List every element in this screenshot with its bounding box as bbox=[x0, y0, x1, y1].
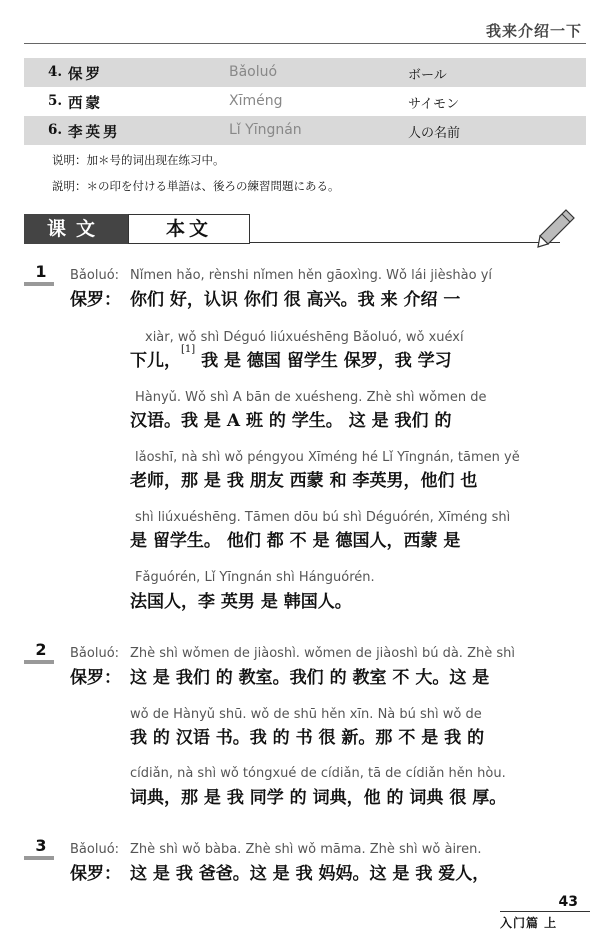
hanzi-line: 下儿，[1] 我 是 德国 留学生 保罗，我 学习 bbox=[130, 344, 452, 371]
hanzi-line: 是 留学生。 他们 都 不 是 德国人，西蒙 是 bbox=[130, 531, 461, 551]
footer-rule bbox=[500, 911, 590, 912]
speaker-name: 保罗： bbox=[70, 290, 121, 310]
dialogue-number-bar bbox=[24, 856, 54, 860]
vocab-hanzi: 保罗 bbox=[68, 66, 103, 83]
vocab-number: 6. bbox=[48, 122, 63, 138]
chapter-title: 我来介绍一下 bbox=[485, 22, 582, 40]
lesson-label-japanese: 本文 bbox=[128, 214, 250, 244]
speaker-pinyin: Bǎoluó: bbox=[70, 268, 120, 283]
pinyin-line: Zhè shì wǒ bàba. Zhè shì wǒ māma. Zhè shì wǒ àiren. bbox=[130, 842, 482, 857]
lesson-rule bbox=[250, 242, 560, 243]
dialogue-number: 2 bbox=[35, 640, 47, 659]
speaker-pinyin: Bǎoluó: bbox=[70, 842, 120, 857]
vocab-row bbox=[24, 116, 586, 145]
vocab-row bbox=[24, 58, 586, 87]
page-number: 43 bbox=[558, 894, 578, 910]
dialogue-number-bar bbox=[24, 660, 54, 664]
hanzi-line: 我 的 汉语 书。我 的 书 很 新。那 不 是 我 的 bbox=[130, 728, 485, 748]
vocab-japanese: 人の名前 bbox=[408, 126, 461, 141]
dialogue-number: 1 bbox=[35, 262, 47, 281]
vocab-japanese: サイモン bbox=[408, 97, 460, 112]
hanzi-line: 词典，那 是 我 同学 的 词典，他 的 词典 很 厚。 bbox=[130, 788, 507, 808]
pencil-icon bbox=[536, 208, 576, 248]
hanzi-line: 你们 好，认识 你们 很 高兴。我 来 介绍 一 bbox=[130, 290, 461, 310]
hanzi-line: 老师，那 是 我 朋友 西蒙 和 李英男，他们 也 bbox=[130, 471, 478, 491]
running-header bbox=[24, 14, 586, 44]
note-chinese: 说明：加＊号的词出现在练习中。 bbox=[52, 153, 225, 167]
speaker-pinyin: Bǎoluó: bbox=[70, 646, 120, 661]
pinyin-line: xiàr, wǒ shì Déguó liúxuéshēng Bǎoluó, wǒ xuéxí bbox=[145, 330, 464, 345]
vocab-pinyin: Xīméng bbox=[229, 93, 283, 109]
vocab-pinyin: Bǎoluó bbox=[229, 64, 278, 80]
vocab-hanzi: 李英男 bbox=[68, 124, 121, 141]
hanzi-line: 这 是 我 爸爸。这 是 我 妈妈。这 是 我 爱人， bbox=[130, 864, 490, 884]
vocab-hanzi: 西蒙 bbox=[68, 95, 103, 112]
dialogue-number-bar bbox=[24, 282, 54, 286]
hanzi-line: 汉语。我 是 A 班 的 学生。 这 是 我们 的 bbox=[130, 411, 452, 431]
pinyin-line: Hànyǔ. Wǒ shì A bān de xuésheng. Zhè shì wǒmen de bbox=[135, 390, 487, 405]
lesson-label-chinese: 课文 bbox=[24, 214, 128, 244]
vocab-row bbox=[24, 87, 586, 116]
lesson-header bbox=[24, 214, 564, 244]
vocab-pinyin: Lǐ Yīngnán bbox=[229, 122, 302, 138]
hanzi-line: 法国人，李 英男 是 韩国人。 bbox=[130, 592, 352, 612]
header-rule bbox=[24, 43, 586, 44]
pinyin-line: shì liúxuéshēng. Tāmen dōu bú shì Déguórén, Xīméng shì bbox=[135, 510, 511, 525]
pinyin-line: Nǐmen hǎo, rènshi nǐmen hěn gāoxìng. Wǒ lái jièshào yí bbox=[130, 268, 493, 283]
pinyin-line: wǒ de Hànyǔ shū. wǒ de shū hěn xīn. Nà bú shì wǒ de bbox=[130, 707, 482, 722]
note-japanese: 説明：＊の印を付ける単語は、後ろの練習問題にある。 bbox=[52, 179, 340, 193]
pinyin-line: Fǎguórén, Lǐ Yīngnán shì Hánguórén. bbox=[135, 570, 375, 585]
vocabulary-table bbox=[24, 58, 586, 145]
pinyin-line: cídiǎn, nà shì wǒ tóngxué de cídiǎn, tā de cídiǎn hěn hòu. bbox=[130, 766, 506, 781]
speaker-name: 保罗： bbox=[70, 864, 121, 884]
pinyin-line: lǎoshī, nà shì wǒ péngyou Xīméng hé Lǐ Yīngnán, tāmen yě bbox=[135, 450, 520, 465]
footnote-marker: [1] bbox=[181, 344, 196, 355]
book-title: 入门篇 上 bbox=[500, 916, 558, 930]
speaker-name: 保罗： bbox=[70, 668, 121, 688]
vocab-japanese: ボール bbox=[408, 68, 447, 83]
pinyin-line: Zhè shì wǒmen de jiàoshì. wǒmen de jiàoshì bú dà. Zhè shì bbox=[130, 646, 515, 661]
dialogue-number: 3 bbox=[35, 836, 47, 855]
hanzi-line: 这 是 我们 的 教室。我们 的 教室 不 大。这 是 bbox=[130, 668, 490, 688]
vocab-number: 4. bbox=[48, 64, 63, 80]
vocab-number: 5. bbox=[48, 93, 63, 109]
